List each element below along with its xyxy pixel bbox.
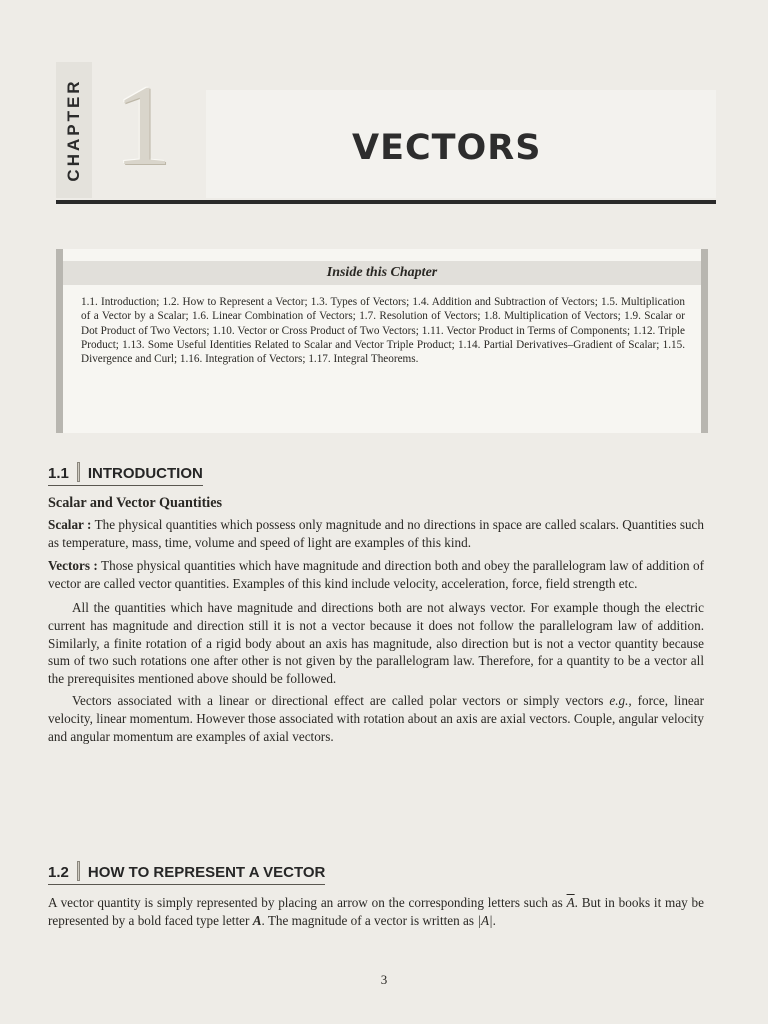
scalar-text: The physical quantities which possess only magnitude and no directions in space are called scalars. Quantities such as temperature, mass, time, volume and speed of light are examples of this kind. bbox=[48, 516, 705, 550]
section-marker bbox=[77, 462, 80, 482]
magnitude-symbol: |A| bbox=[477, 912, 493, 928]
represent-text-c: . The magnitude of a vector is written as bbox=[261, 912, 475, 928]
polar-axial-text-b: force, linear velocity, linear momentum. However those associated with rotation about an axis are axial vectors. Couple, angular velocity and angular momentum are examples of axial vectors. bbox=[48, 692, 705, 744]
section-underline bbox=[48, 485, 203, 486]
section-1-1-body bbox=[48, 495, 704, 745]
represent-text-b: . But in books it may be represented by a bold faced type letter bbox=[48, 895, 705, 928]
polar-axial-text-a: Vectors associated with a linear or directional effect are called polar vectors or simply vectors bbox=[72, 692, 604, 708]
section-heading-1-1 bbox=[48, 462, 203, 482]
section-title: INTRODUCTION bbox=[87, 465, 203, 482]
vector-term: Vectors : bbox=[48, 558, 98, 574]
section-underline bbox=[48, 884, 325, 885]
chapter-contents-box bbox=[56, 249, 708, 433]
vector-bold-symbol: A bbox=[252, 912, 262, 928]
paragraph-vectors bbox=[48, 557, 704, 593]
paragraph-not-always-vector: All the quantities which have magnitude and directions both are not always vector. For example though the electric current has magnitude and direction still it is not a vector because it does not follow the parallelogram law of addition. Similarly, a finite rotation of a rigid body about an axis has magnitude, also direction but is not a vector quantity because sum of two such rotations one after other is not given by the parallelogram law. Therefore, for a quantity to be a vector all the prerequisites mentioned above should be followed. bbox=[48, 599, 704, 687]
scalar-term: Scalar : bbox=[48, 516, 92, 532]
section-number: 1.1 bbox=[48, 465, 69, 482]
section-number: 1.2 bbox=[48, 864, 69, 881]
subheading-scalar-vector: Scalar and Vector Quantities bbox=[48, 495, 223, 511]
chapter-title: VECTORS bbox=[352, 128, 542, 168]
chapter-header bbox=[56, 62, 716, 220]
vector-arrow-symbol: $\overline{A}$ bbox=[566, 895, 575, 910]
contents-heading: Inside this Chapter bbox=[63, 261, 701, 285]
paragraph-scalar bbox=[48, 516, 704, 552]
section-marker bbox=[77, 861, 80, 881]
contents-list: 1.1. Introduction; 1.2. How to Represent a Vector; 1.3. Types of Vectors; 1.4. Addition and Subtraction of Vectors; 1.5. Multiplication of a Vector by a Scalar; 1.6. Linear Combination of Vectors; 1.7. Resolution of Vectors; 1.8. Multiplication of Vectors; 1.9. Scalar or Dot Product of Two Vectors; 1.10. Vector or Cross Product of Two Vectors; 1.11. Vector Product in Terms of Components; 1.12. Triple Product; 1.13. Some Useful Identities Related to Scalar and Vector Triple Product; 1.14. Partial Derivatives–Gradient of Scalar; 1.15. Divergence and Curl; 1.16. Integration of Vectors; 1.17. Integral Theorems. bbox=[81, 296, 685, 366]
represent-text-a: A vector quantity is simply represented by placing an arrow on the corresponding letters such as bbox=[48, 895, 563, 910]
chapter-label-vertical bbox=[56, 62, 92, 198]
chapter-label: CHAPTER bbox=[64, 78, 83, 182]
section-title: HOW TO REPRESENT A VECTOR bbox=[87, 864, 326, 881]
represent-text-d: . bbox=[492, 912, 496, 928]
chapter-number: 1 bbox=[114, 62, 172, 190]
page-number: 3 bbox=[380, 972, 388, 987]
eg-abbrev: e.g., bbox=[609, 692, 632, 708]
chapter-divider bbox=[56, 200, 716, 204]
section-heading-1-2 bbox=[48, 861, 325, 881]
section-1-2-body bbox=[48, 894, 704, 930]
paragraph-polar-axial bbox=[48, 692, 704, 745]
vector-text: Those physical quantities which have magnitude and direction both and obey the parallelogram law of addition of vector are called vector quantities. Examples of this kind include velocity, acceleration, force, field strength etc. bbox=[48, 558, 704, 592]
